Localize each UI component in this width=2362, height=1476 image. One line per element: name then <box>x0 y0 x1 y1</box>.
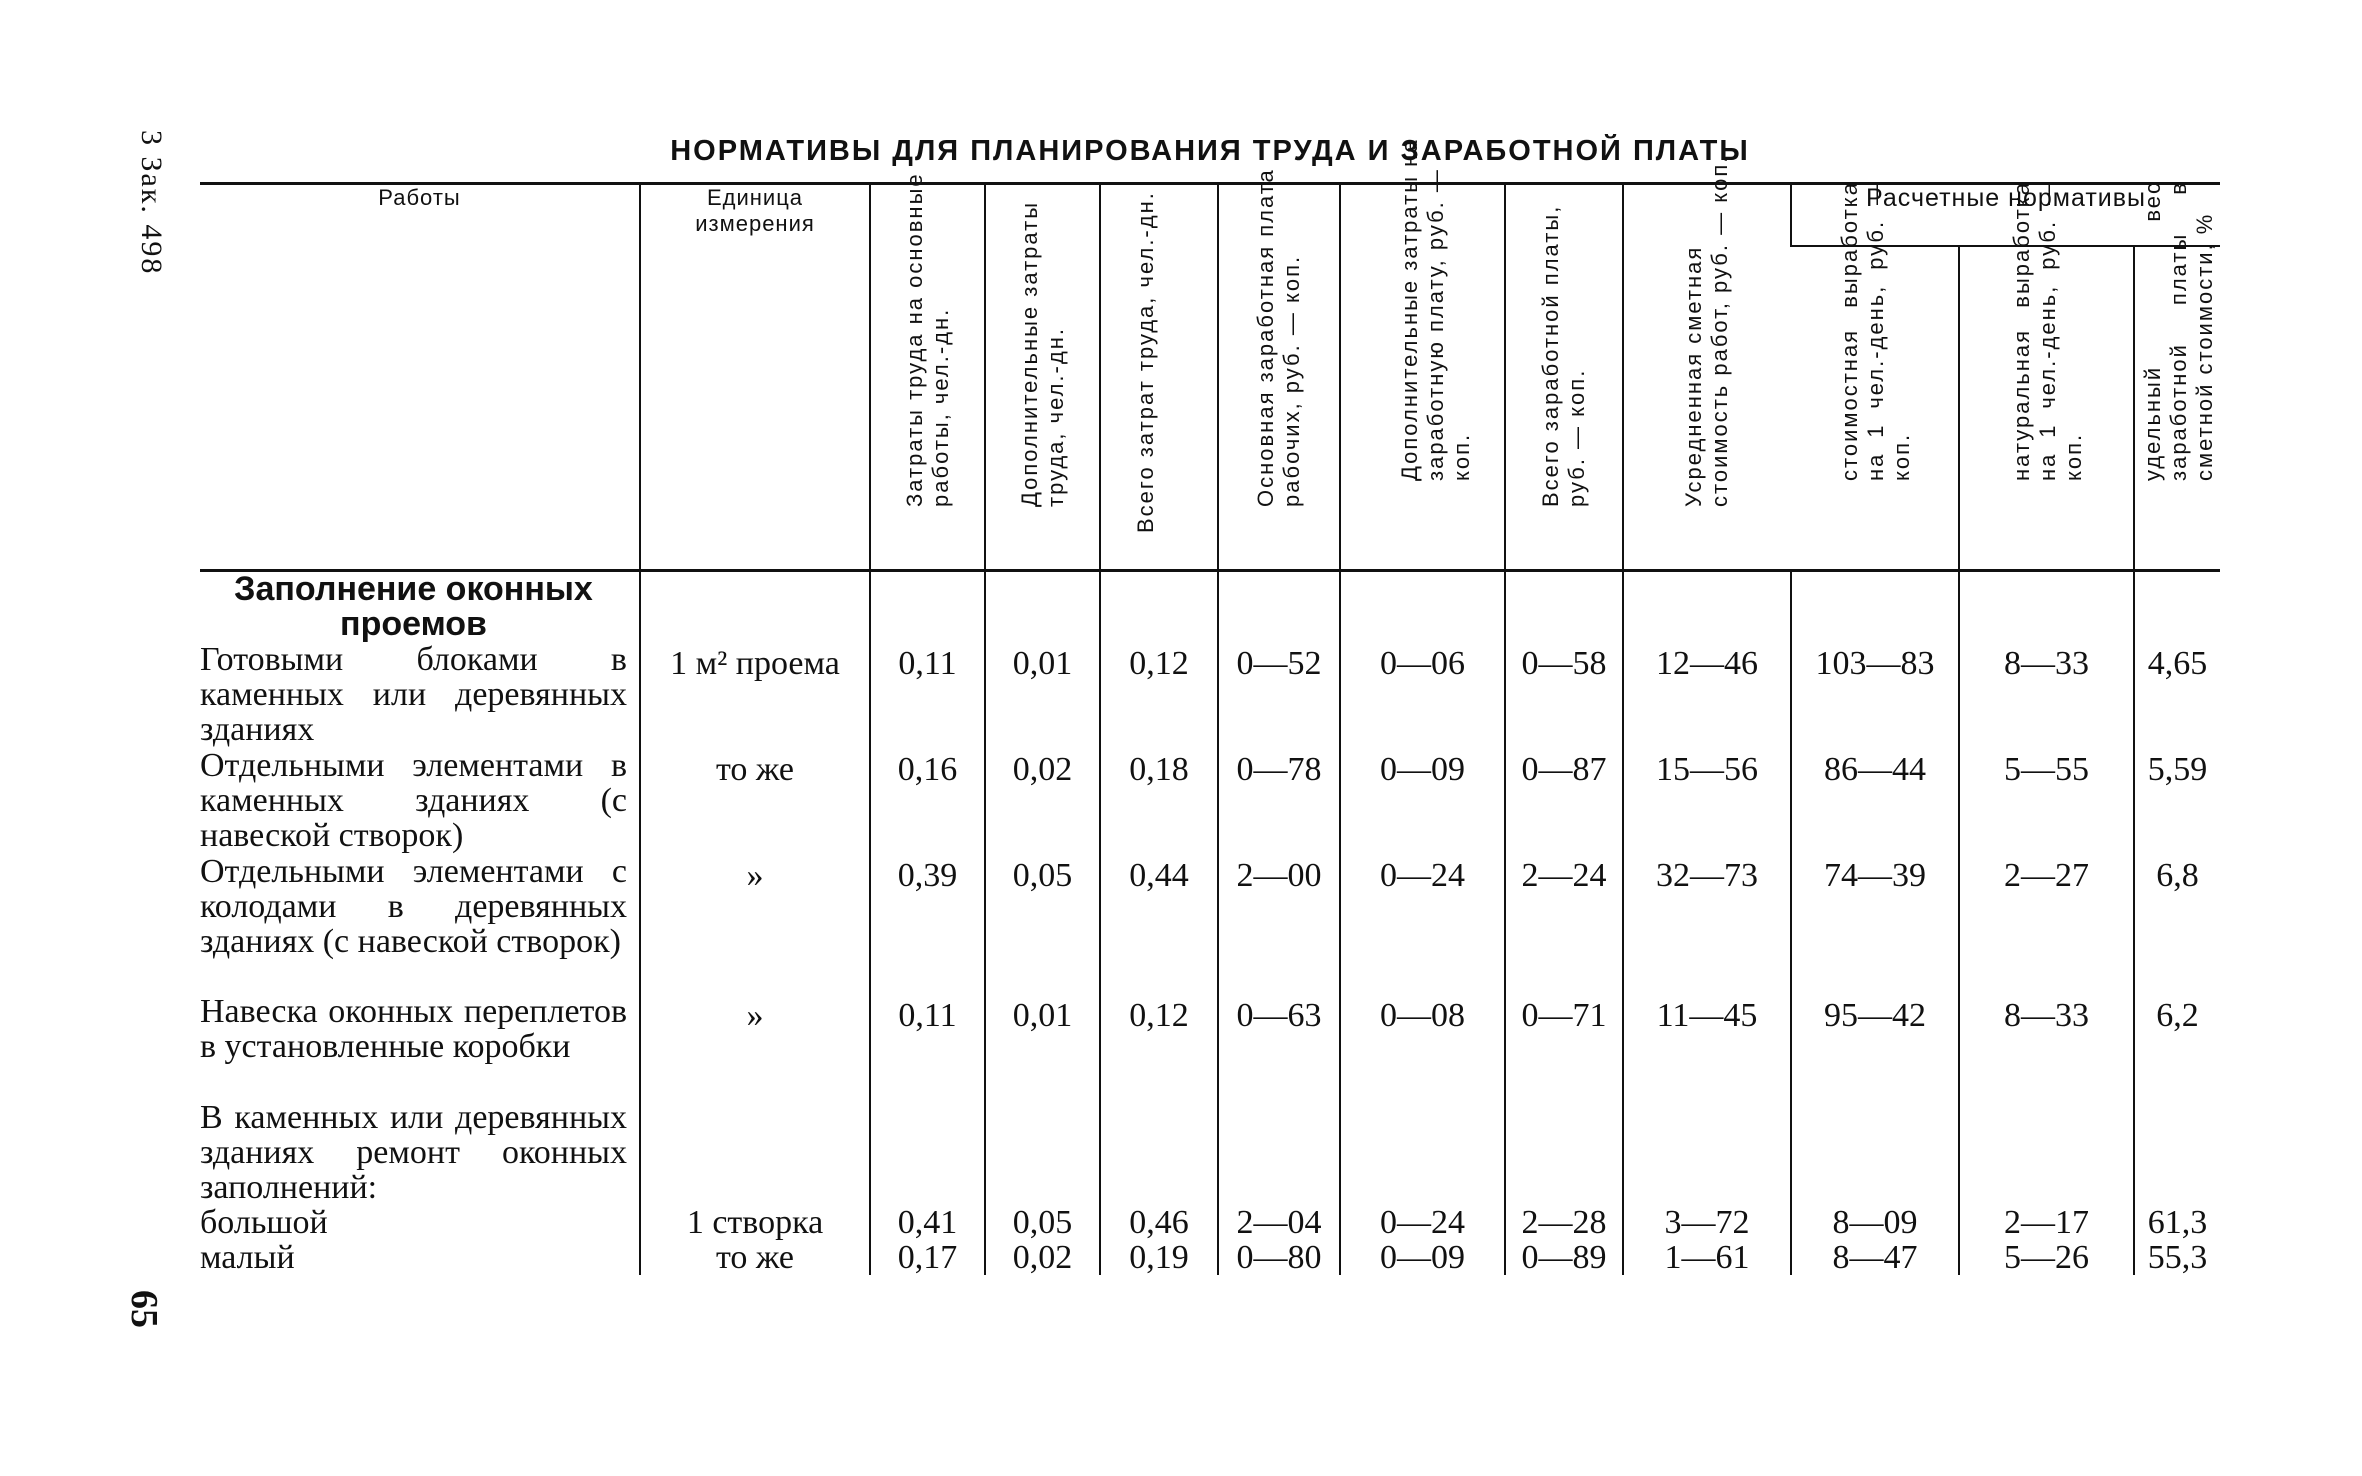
header-unit: Единица измерения <box>640 184 870 571</box>
header-calc-value: стоимостная выработка на 1 чел.-день, руб. — коп. <box>1791 246 1959 570</box>
section-row <box>200 571 2220 643</box>
value-cell: 0—71 <box>1505 994 1623 1100</box>
value-cell: 12—46 <box>1623 642 1791 748</box>
unit-cell: » <box>640 994 870 1100</box>
work-cell: Готовыми блоками в каменных или деревянных зданиях <box>200 641 627 748</box>
header-works: Работы <box>200 184 640 571</box>
unit-cell: то же <box>640 748 870 854</box>
value-cell: 0,44 <box>1100 854 1218 994</box>
value-cell: 0—87 <box>1505 748 1623 854</box>
header-labor-extra: Дополнительные затраты труда, чел.-дн. <box>985 184 1100 571</box>
table-row <box>200 854 2220 994</box>
value-cell: 0—09 <box>1340 1240 1505 1275</box>
margin-note <box>118 130 178 330</box>
table-row <box>200 994 2220 1100</box>
header-wage-main: Основная заработная плата рабочих, руб. — коп. <box>1218 184 1340 571</box>
section-title: Заполнение оконных проемов <box>234 570 593 643</box>
header-calc-share: удельный вес заработной платы в сметной стоимости, % <box>2134 246 2220 570</box>
value-cell: 0,11 <box>870 994 985 1100</box>
value-cell: 0,01 <box>985 642 1100 748</box>
value-cell: 5—55 <box>1959 748 2134 854</box>
table-row <box>200 1205 2220 1240</box>
header-labor-total: Всего затрат труда, чел.-дн. <box>1100 184 1218 571</box>
header-avg-cost: Усредненная сметная стоимость работ, руб. — коп. <box>1623 184 1791 571</box>
value-cell: 0,02 <box>985 748 1100 854</box>
value-cell: 0,05 <box>985 854 1100 994</box>
value-cell: 5,59 <box>2134 748 2220 854</box>
value-cell: 0,18 <box>1100 748 1218 854</box>
value-cell: 0,12 <box>1100 994 1218 1100</box>
header-labor-main: Затраты труда на основные работы, чел.-дн. <box>870 184 985 571</box>
value-cell: 0,17 <box>870 1240 985 1275</box>
value-cell: 2—24 <box>1505 854 1623 994</box>
table-row <box>200 642 2220 748</box>
value-cell: 2—04 <box>1218 1205 1340 1240</box>
work-cell: большой <box>200 1204 328 1241</box>
value-cell: 8—33 <box>1959 642 2134 748</box>
value-cell: 95—42 <box>1791 994 1959 1100</box>
unit-cell: 1 створка <box>640 1205 870 1240</box>
header-wage-total: Всего заработной платы, руб. — коп. <box>1505 184 1623 571</box>
value-cell: 0,19 <box>1100 1240 1218 1275</box>
work-cell: малый <box>200 1239 295 1276</box>
value-cell: 0,41 <box>870 1205 985 1240</box>
value-cell: 8—47 <box>1791 1240 1959 1275</box>
value-cell: 0,46 <box>1100 1205 1218 1240</box>
value-cell: 0,16 <box>870 748 985 854</box>
value-cell: 6,8 <box>2134 854 2220 994</box>
value-cell: 0—58 <box>1505 642 1623 748</box>
value-cell: 1—61 <box>1623 1240 1791 1275</box>
value-cell: 8—33 <box>1959 994 2134 1100</box>
value-cell: 2—28 <box>1505 1205 1623 1240</box>
unit-cell: » <box>640 854 870 994</box>
unit-cell: 1 м² проема <box>640 642 870 748</box>
value-cell: 2—00 <box>1218 854 1340 994</box>
value-cell: 0—24 <box>1340 854 1505 994</box>
value-cell: 3—72 <box>1623 1205 1791 1240</box>
page-number-text: 65 <box>123 1290 165 1328</box>
value-cell: 74—39 <box>1791 854 1959 994</box>
header-calc-natural: натуральная выработка на 1 чел.-день, руб. — коп. <box>1959 246 2134 570</box>
value-cell: 0,11 <box>870 642 985 748</box>
value-cell: 0—80 <box>1218 1240 1340 1275</box>
value-cell: 0—24 <box>1340 1205 1505 1240</box>
value-cell: 4,65 <box>2134 642 2220 748</box>
header-wage-extra: Дополнительные затраты на заработную плату, руб. — коп. <box>1340 184 1505 571</box>
value-cell: 0—08 <box>1340 994 1505 1100</box>
group-label: В каменных или деревянных зданиях ремонт оконных заполнений: <box>200 1099 627 1206</box>
table-row <box>200 748 2220 854</box>
unit-cell: то же <box>640 1240 870 1275</box>
work-cell: Навеска оконных переплетов в установленные коробки <box>200 993 627 1065</box>
value-cell: 0—89 <box>1505 1240 1623 1275</box>
value-cell: 55,3 <box>2134 1240 2220 1275</box>
value-cell: 0,12 <box>1100 642 1218 748</box>
value-cell: 11—45 <box>1623 994 1791 1100</box>
value-cell: 0—09 <box>1340 748 1505 854</box>
value-cell: 103—83 <box>1791 642 1959 748</box>
work-cell: Отдельными элементами в каменных зданиях (с навеской створок) <box>200 747 627 854</box>
value-cell: 6,2 <box>2134 994 2220 1100</box>
value-cell: 8—09 <box>1791 1205 1959 1240</box>
value-cell: 0—06 <box>1340 642 1505 748</box>
value-cell: 0,02 <box>985 1240 1100 1275</box>
header-row <box>200 184 2220 247</box>
value-cell: 0,05 <box>985 1205 1100 1240</box>
table-row <box>200 1240 2220 1275</box>
value-cell: 61,3 <box>2134 1205 2220 1240</box>
value-cell: 15—56 <box>1623 748 1791 854</box>
value-cell: 0,01 <box>985 994 1100 1100</box>
value-cell: 2—17 <box>1959 1205 2134 1240</box>
value-cell: 86—44 <box>1791 748 1959 854</box>
page-title: НОРМАТИВЫ ДЛЯ ПЛАНИРОВАНИЯ ТРУДА И ЗАРАБОТНОЙ ПЛАТЫ <box>670 135 1750 167</box>
group-row <box>200 1100 2220 1205</box>
margin-note-text: 3 Зак. 498 <box>135 130 168 276</box>
value-cell: 0,39 <box>870 854 985 994</box>
value-cell: 0—52 <box>1218 642 1340 748</box>
value-cell: 0—78 <box>1218 748 1340 854</box>
header-calc-group: Расчетные нормативы <box>1791 184 2220 247</box>
value-cell: 0—63 <box>1218 994 1340 1100</box>
value-cell: 32—73 <box>1623 854 1791 994</box>
value-cell: 5—26 <box>1959 1240 2134 1275</box>
value-cell: 2—27 <box>1959 854 2134 994</box>
page-number <box>118 1290 178 1370</box>
work-cell: Отдельными элементами с колодами в деревянных зданиях (с навеской створок) <box>200 853 627 960</box>
